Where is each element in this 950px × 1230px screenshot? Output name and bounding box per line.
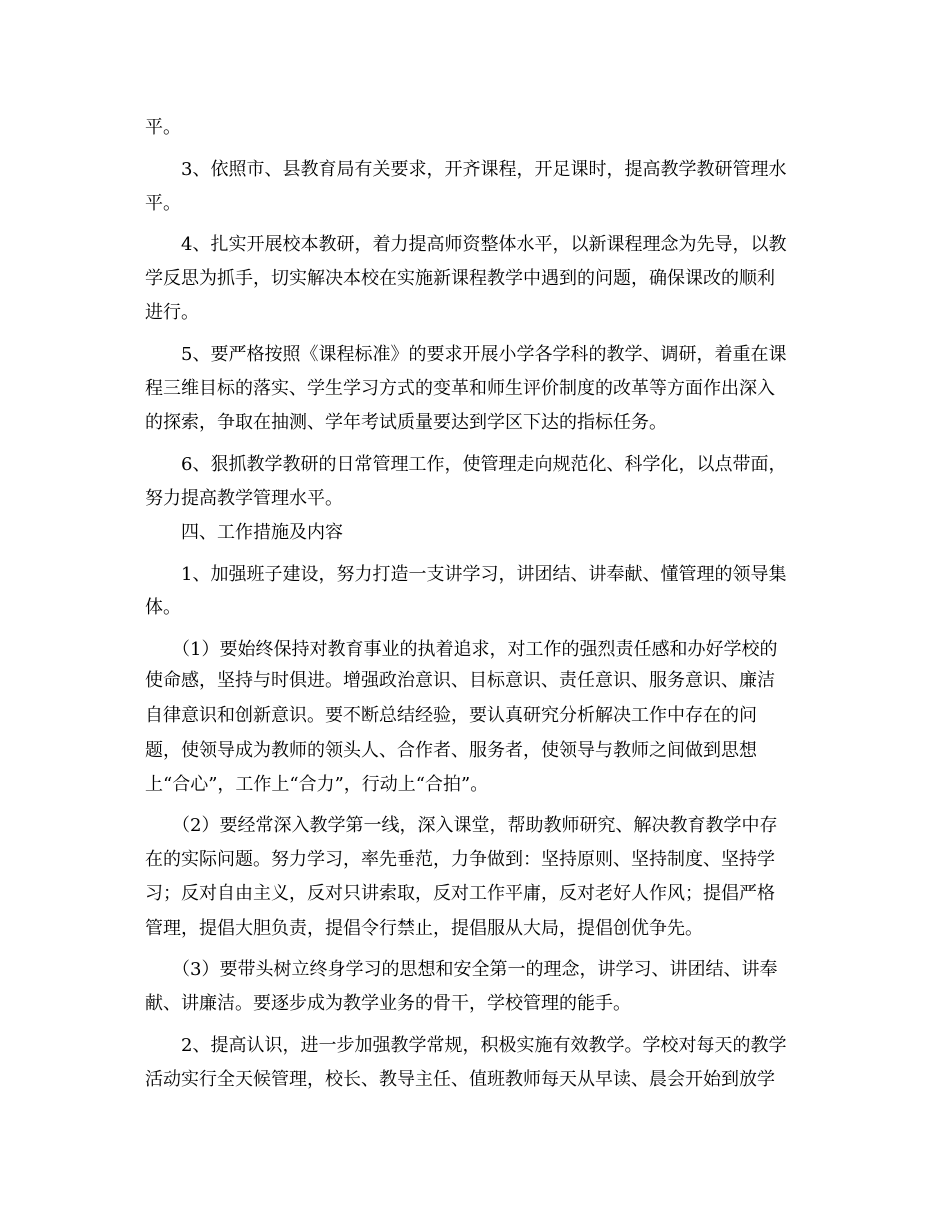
text-line: 2、提高认识，进一步加强教学常规，积极实施有效教学。学校对每天的教学 (145, 1035, 787, 1056)
text-line: （3）要带头树立终身学习的思想和安全第一的理念，讲学习、讲团结、讲奉 (145, 959, 778, 980)
text-line: （1）要始终保持对教育事业的执着追求，对工作的强烈责任感和办好学校的 (145, 639, 778, 660)
section-heading: 四、工作措施及内容 (145, 522, 343, 543)
text-line: 自律意识和创新意识。要不断总结经验，要认真研究分析解决工作中存在的问 (145, 705, 757, 726)
text-line: 题，使领导成为教师的领头人、合作者、服务者，使领导与教师之间做到思想 (145, 740, 757, 761)
text-line: 体。 (145, 597, 181, 618)
text-line: 程三维目标的落实、学生学习方式的变革和师生评价制度的改革等方面作出深入 (145, 378, 775, 399)
text-line: 努力提高教学管理水平。 (145, 488, 343, 509)
text-line: 进行。 (145, 302, 199, 323)
text-line: 平。 (145, 193, 181, 214)
text-line: 习；反对自由主义，反对只讲索取，反对工作平庸，反对老好人作风；提倡严格 (145, 883, 775, 904)
text-line: 的探索，争取在抽测、学年考试质量要达到学区下达的指标任务。 (145, 412, 667, 433)
text-line: 6、狠抓教学教研的日常管理工作，使管理走向规范化、科学化，以点带面， (145, 454, 787, 475)
text-line: 使命感，坚持与时俱进。增强政治意识、目标意识、责任意识、服务意识、廉洁 (145, 670, 775, 691)
text-line: 活动实行全天候管理，校长、教导主任、值班教师每天从早读、晨会开始到放学 (145, 1069, 775, 1090)
text-line: （2）要经常深入教学第一线，深入课堂，帮助教师研究、解决教育教学中存 (145, 815, 778, 836)
text-line: 献、讲廉洁。要逐步成为教学业务的骨干，学校管理的能手。 (145, 993, 631, 1014)
text-line: 1、加强班子建设，努力打造一支讲学习，讲团结、讲奉献、懂管理的领导集 (145, 564, 787, 585)
text-line: 3、依照市、县教育局有关要求，开齐课程，开足课时，提高教学教研管理水 (145, 159, 787, 180)
text-line: 5、要严格按照《课程标准》的要求开展小学各学科的教学、调研，着重在课 (145, 344, 787, 365)
text-line: 管理，提倡大胆负责，提倡令行禁止，提倡服从大局，提倡创优争先。 (145, 918, 703, 939)
text-line: 4、扎实开展校本教研，着力提高师资整体水平，以新课程理念为先导，以教 (145, 234, 787, 255)
text-line: 在的实际问题。努力学习，率先垂范，力争做到：坚持原则、坚持制度、坚持学 (145, 849, 775, 870)
text-line: 上“合心”，工作上“合力”，行动上“合拍”。 (145, 774, 489, 795)
text-line: 平。 (145, 117, 181, 138)
text-line: 学反思为抓手，切实解决本校在实施新课程教学中遇到的问题，确保课改的顺利 (145, 268, 775, 289)
